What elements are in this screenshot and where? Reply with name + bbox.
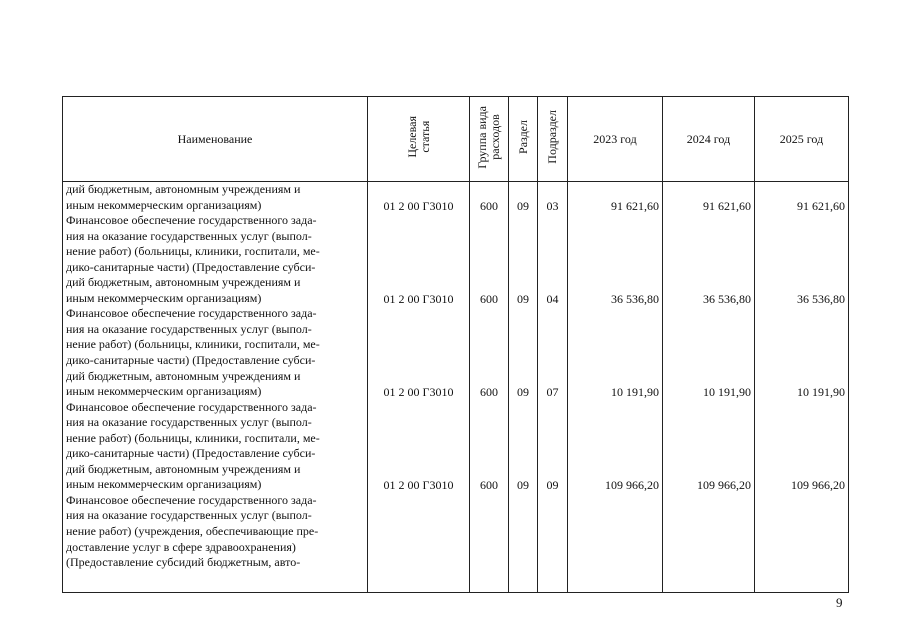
cell-article-row-3: 01 2 00 Г3010 [383,385,454,400]
cell-y2025-row-1: 91 621,60 [797,198,845,213]
description-line: дий бюджетным, автономным учреждениям и [66,368,301,383]
cell-subsection-row-4: 09 [546,478,559,493]
description-line: иным некоммерческим организациям) [66,384,262,399]
cell-y2023-row-2: 36 536,80 [611,291,659,306]
header-subsection: Подраздел [538,97,568,182]
description-line: (Предоставление субсидий бюджетным, авто- [66,555,301,570]
y2024-column [663,182,755,593]
cell-y2024-row-1: 91 621,60 [703,198,751,213]
description-line: дий бюджетным, автономным учреждениям и [66,275,301,290]
cell-y2024-row-3: 10 191,90 [703,385,751,400]
cell-section-row-1: 09 [517,198,529,213]
description-line: дий бюджетным, автономным учреждениям и [66,182,301,196]
description-line: Финансовое обеспечение государственного зада- [66,492,317,507]
y2023-column [568,182,663,593]
article-column [368,182,470,593]
description-line: ния на оказание государственных услуг (выпол- [66,228,312,243]
subsection-column [538,182,568,593]
y2025-column [755,182,849,593]
description-line: дико-санитарные части) (Предоставление субси- [66,353,316,368]
cell-section-row-3: 09 [517,385,529,400]
cell-article-row-2: 01 2 00 Г3010 [383,291,454,306]
cell-y2025-row-2: 36 536,80 [797,291,845,306]
description-line: нение работ) (больницы, клиники, госпитали, ме- [66,244,320,259]
cell-y2023-row-1: 91 621,60 [611,198,659,213]
cell-y2025-row-4: 109 966,20 [791,478,845,493]
description-line: ния на оказание государственных услуг (выпол- [66,321,312,336]
section-column [509,182,538,593]
header-expense-group: Группа вида расходов [470,97,509,182]
cell-y2025-row-3: 10 191,90 [797,385,845,400]
description-line: Финансовое обеспечение государственного зада- [66,306,317,321]
description-line: ния на оказание государственных услуг (выпол- [66,415,312,430]
description-line: иным некоммерческим организациям) [66,477,262,492]
cell-section-row-4: 09 [517,478,529,493]
description-line: Финансовое обеспечение государственного зада- [66,399,317,414]
group-column [470,182,509,593]
cell-y2024-row-4: 109 966,20 [697,478,751,493]
description-text [63,182,367,571]
description-line: иным некоммерческим организациям) [66,197,262,212]
table-body-row [63,182,849,593]
header-2024: 2024 год [663,97,755,182]
header-row [63,97,849,182]
cell-group-row-4: 600 [480,478,498,493]
cell-y2023-row-4: 109 966,20 [605,478,659,493]
description-line: Финансовое обеспечение государственного зада- [66,213,317,228]
cell-y2024-row-2: 36 536,80 [703,291,751,306]
header-section: Раздел [509,97,538,182]
cell-subsection-row-2: 04 [546,291,559,306]
cell-article-row-4: 01 2 00 Г3010 [383,478,454,493]
description-line: иным некоммерческим организациям) [66,290,262,305]
cell-article-row-1: 01 2 00 Г3010 [383,198,454,213]
cell-subsection-row-1: 03 [546,198,559,213]
budget-table [62,96,849,593]
cell-y2023-row-3: 10 191,90 [611,385,659,400]
cell-group-row-1: 600 [480,198,498,213]
header-name: Наименование [63,97,368,182]
cell-section-row-2: 09 [517,291,529,306]
description-line: дий бюджетным, автономным учреждениям и [66,461,301,476]
cell-group-row-3: 600 [480,385,498,400]
description-cell [63,182,368,593]
description-line: нение работ) (больницы, клиники, госпитали, ме- [66,430,320,445]
cell-group-row-2: 600 [480,291,498,306]
cell-subsection-row-3: 07 [546,385,559,400]
header-2023: 2023 год [568,97,663,182]
description-line: доставление услуг в сфере здравоохранения) [66,539,296,554]
description-line: нение работ) (учреждения, обеспечивающие пре- [66,524,319,539]
description-line: ния на оказание государственных услуг (выпол- [66,508,312,523]
header-target-article: Целевая статья [368,97,470,182]
description-line: нение работ) (больницы, клиники, госпитали, ме- [66,337,320,352]
page-number: 9 [836,595,843,610]
header-2025: 2025 год [755,97,849,182]
description-line: дико-санитарные части) (Предоставление субси- [66,259,316,274]
description-line: дико-санитарные части) (Предоставление субси- [66,446,316,461]
